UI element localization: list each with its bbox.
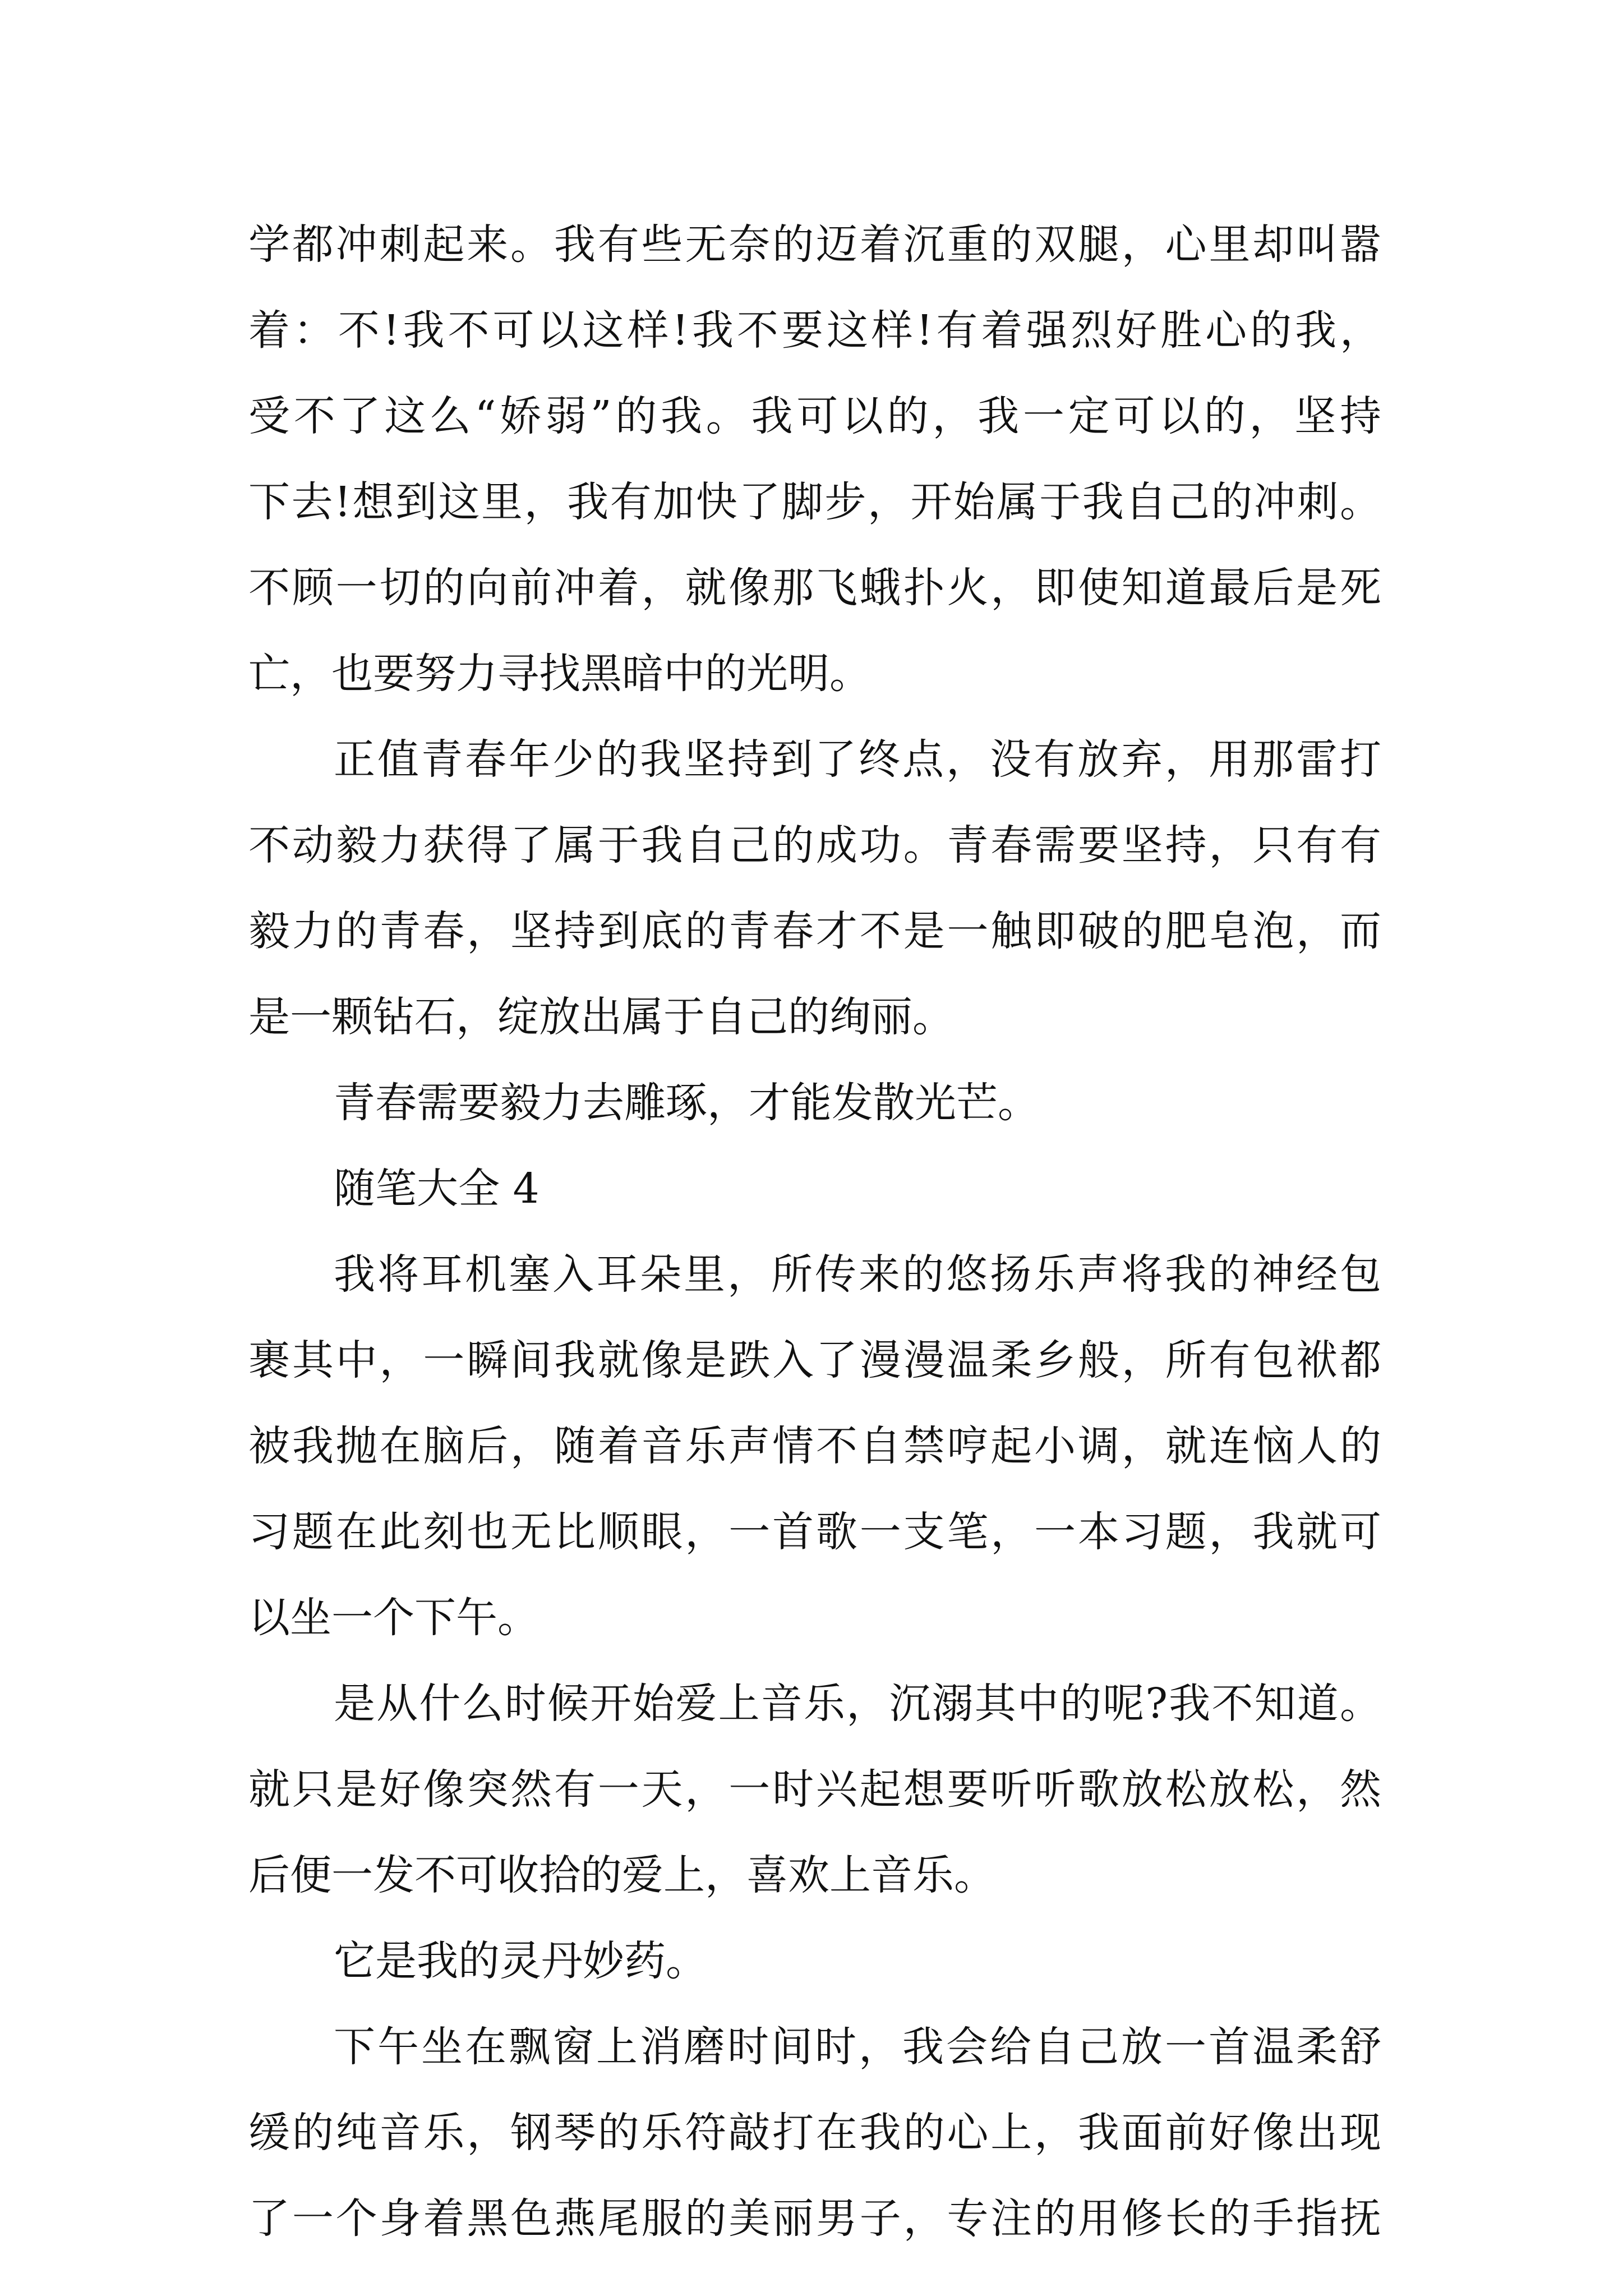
document-body xyxy=(248,202,1381,2262)
text-line: 后便一发不可收拾的爱上，喜欢上音乐。 xyxy=(248,1851,995,1899)
text-line: 缓的纯音乐，钢琴的乐符敲打在我的心上，我面前好像出现 xyxy=(248,2109,1381,2157)
text-line: 裹其中，一瞬间我就像是跌入了漫漫温柔乡般，所有包袱都 xyxy=(248,1336,1381,1384)
paragraph-start-line: 是从什么时候开始爱上音乐，沉溺其中的呢?我不知道。 xyxy=(334,1680,1381,1728)
paragraph-start-line: 下午坐在飘窗上消磨时间时，我会给自己放一首温柔舒 xyxy=(334,2023,1381,2071)
text-line: 下去!想到这里，我有加快了脚步，开始属于我自己的冲刺。 xyxy=(248,478,1381,526)
text-line: 就只是好像突然有一天，一时兴起想要听听歌放松放松，然 xyxy=(248,1765,1381,1814)
paragraph-start-line: 正值青春年少的我坚持到了终点，没有放弃，用那雷打 xyxy=(334,735,1381,784)
text-line: 被我抛在脑后，随着音乐声情不自禁哼起小调，就连恼人的 xyxy=(248,1422,1381,1470)
section-heading: 随笔大全 4 xyxy=(334,1165,540,1213)
text-line: 毅力的青春，坚持到底的青春才不是一触即破的肥皂泡，而 xyxy=(248,907,1381,955)
paragraph-start-line: 我将耳机塞入耳朵里，所传来的悠扬乐声将我的神经包 xyxy=(334,1250,1381,1299)
text-line: 亡，也要努力寻找黑暗中的光明。 xyxy=(248,650,871,698)
text-line: 不顾一切的向前冲着，就像那飞蛾扑火，即使知道最后是死 xyxy=(248,564,1381,612)
text-line: 是一颗钻石，绽放出属于自己的绚丽。 xyxy=(248,993,954,1041)
text-line: 习题在此刻也无比顺眼，一首歌一支笔，一本习题，我就可 xyxy=(248,1508,1381,1556)
paragraph-start-line: 它是我的灵丹妙药。 xyxy=(334,1937,707,1985)
text-line: 不动毅力获得了属于我自己的成功。青春需要坚持，只有有 xyxy=(248,821,1381,869)
text-line: 以坐一个下午。 xyxy=(248,1594,539,1642)
text-line: 了一个身着黑色燕尾服的美丽男子，专注的用修长的手指抚 xyxy=(248,2194,1381,2243)
paragraph-start-line: 青春需要毅力去雕琢，才能发散光芒。 xyxy=(334,1079,1039,1127)
text-line: 着：不!我不可以这样!我不要这样!有着强烈好胜心的我， xyxy=(248,306,1381,355)
text-line: 学都冲刺起来。我有些无奈的迈着沉重的双腿，心里却叫嚣 xyxy=(248,220,1381,269)
text-line: 受不了这么“娇弱”的我。我可以的，我一定可以的，坚持 xyxy=(248,392,1381,440)
